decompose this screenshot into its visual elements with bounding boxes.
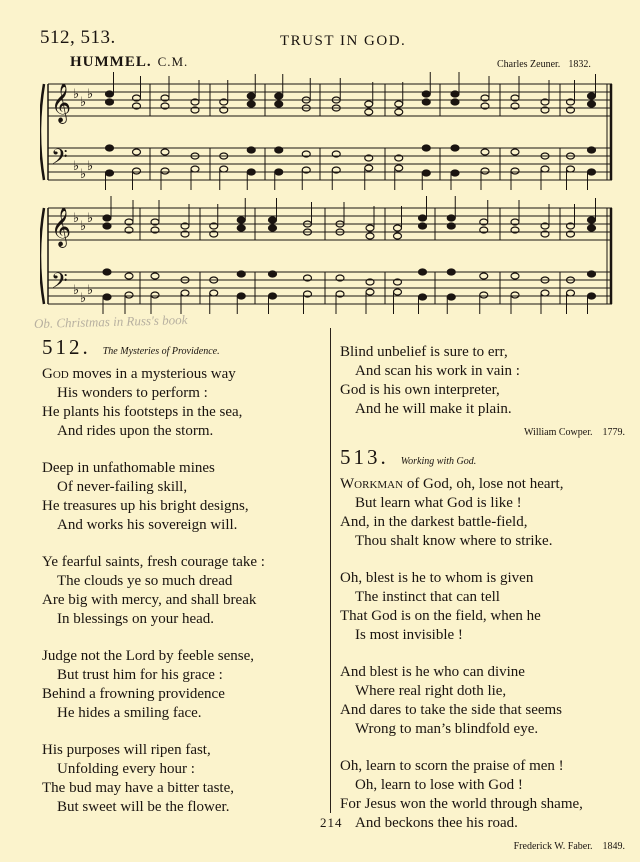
- hymn-512-author-year: 1779.: [602, 427, 625, 438]
- hymn-513-stanzas: [340, 475, 625, 833]
- note-head: [481, 149, 489, 155]
- note-head: [247, 101, 255, 107]
- flat-sign: ♭: [80, 94, 87, 109]
- note-head: [422, 91, 430, 97]
- verse-line: And works his sovereign will.: [57, 517, 238, 533]
- note-head: [419, 215, 427, 221]
- note-head: [567, 290, 575, 296]
- verse-line: And blest is he who can divine: [340, 664, 525, 680]
- flat-sign: ♭: [87, 158, 94, 173]
- verse-line: He treasures up his bright designs,: [42, 498, 249, 514]
- tune-name: HUMMEL.: [70, 54, 152, 70]
- verse-line: God moves in a mysterious way: [42, 366, 236, 382]
- note-head: [210, 290, 218, 296]
- stanza: [42, 459, 265, 535]
- hymn-512-heading: [42, 335, 265, 361]
- note-head: [191, 166, 199, 172]
- note-head: [451, 170, 459, 176]
- note-head: [588, 101, 596, 107]
- music-systems: [40, 72, 612, 314]
- note-head: [103, 294, 111, 300]
- note-head: [269, 217, 277, 223]
- bass-clef: 𝄢: [51, 145, 68, 175]
- bass-clef: 𝄢: [51, 269, 68, 299]
- note-head: [394, 289, 402, 295]
- note-head: [541, 166, 549, 172]
- note-head: [133, 149, 141, 155]
- verse-line: The clouds ye so much dread: [57, 573, 233, 589]
- hymn-512-final-stanza: [340, 343, 625, 419]
- note-head: [394, 225, 402, 231]
- page-number: 214: [320, 815, 343, 830]
- hymn-512-number: 512.: [42, 335, 91, 359]
- note-head: [269, 225, 277, 231]
- treble-clef: 𝄞: [51, 207, 72, 247]
- flat-sign: ♭: [73, 282, 80, 297]
- flat-sign: ♭: [73, 158, 80, 173]
- hymn-513-author-name: Frederick W. Faber.: [513, 841, 593, 852]
- note-head: [447, 215, 455, 221]
- verse-line: And beckons thee his road.: [355, 815, 518, 831]
- note-head: [365, 165, 373, 171]
- note-head: [451, 91, 459, 97]
- note-head: [588, 271, 596, 277]
- note-head: [269, 293, 277, 299]
- note-head: [480, 292, 488, 298]
- verse-line: Where real right doth lie,: [355, 683, 507, 699]
- note-head: [106, 91, 114, 97]
- stanza: [340, 569, 625, 645]
- note-head: [588, 169, 596, 175]
- note-head: [366, 289, 374, 295]
- note-head: [125, 273, 133, 279]
- stanza: [340, 475, 625, 551]
- stanza: [340, 343, 625, 419]
- note-head: [447, 294, 455, 300]
- note-head: [106, 170, 114, 176]
- verse-line: He plants his footsteps in the sea,: [42, 404, 243, 420]
- note-head: [161, 168, 169, 174]
- note-head: [447, 269, 455, 275]
- flat-sign: ♭: [73, 86, 80, 101]
- note-head: [133, 168, 141, 174]
- verse-line: Oh, learn to lose with God !: [355, 777, 523, 793]
- flat-sign: ♭: [87, 86, 94, 101]
- flat-sign: ♭: [80, 290, 87, 305]
- verse-line: His wonders to perform :: [57, 385, 208, 401]
- note-head: [151, 292, 159, 298]
- note-head: [151, 273, 159, 279]
- verse-line: Wrong to man’s blindfold eye.: [355, 721, 539, 737]
- hymn-513-author: [340, 837, 625, 856]
- verse-line: That God is on the field, when he: [340, 608, 541, 624]
- flat-sign: ♭: [87, 282, 94, 297]
- hymn-512-column: [42, 335, 265, 835]
- note-head: [588, 147, 596, 153]
- tune-meter: C.M.: [157, 54, 189, 69]
- note-head: [181, 290, 189, 296]
- brace: [40, 208, 44, 304]
- stanza: [340, 757, 625, 833]
- note-head: [588, 217, 596, 223]
- music-score: [40, 72, 620, 317]
- note-head: [447, 223, 455, 229]
- hymn-512-subtitle: The Mysteries of Providence.: [102, 346, 220, 357]
- note-head: [220, 166, 228, 172]
- verse-line: The instinct that can tell: [355, 589, 500, 605]
- flat-sign: ♭: [73, 210, 80, 225]
- verse-line: His purposes will ripen fast,: [42, 742, 211, 758]
- note-head: [481, 168, 489, 174]
- note-head: [365, 101, 373, 107]
- treble-clef: 𝄞: [51, 83, 72, 123]
- note-head: [451, 145, 459, 151]
- note-head: [275, 169, 283, 175]
- hymn-512-stanzas: [42, 365, 265, 817]
- flat-sign: ♭: [80, 166, 87, 181]
- verse-line: Behind a frowning providence: [42, 686, 225, 702]
- note-head: [275, 147, 283, 153]
- note-head: [422, 145, 430, 151]
- note-head: [511, 292, 519, 298]
- verse-line: And scan his work in vain :: [355, 363, 520, 379]
- hymn-513-number: 513.: [340, 445, 389, 469]
- verse-line: And dares to take the side that seems: [340, 702, 563, 718]
- stanza: [42, 647, 265, 723]
- note-head: [269, 271, 277, 277]
- note-head: [422, 99, 430, 105]
- verse-line: For Jesus won the world through shame,: [340, 796, 583, 812]
- note-head: [237, 271, 245, 277]
- note-head: [275, 93, 283, 99]
- flat-sign: ♭: [87, 210, 94, 225]
- note-head: [366, 225, 374, 231]
- hymn-513-author-year: 1849.: [602, 841, 625, 852]
- pencil-annotation: Ob. Christmas in Russ's book: [33, 311, 188, 332]
- note-head: [511, 273, 519, 279]
- composer-name: Charles Zeuner.: [497, 59, 561, 70]
- composer-credit: [497, 59, 591, 70]
- hymn-numbers: 512, 513.: [40, 27, 116, 48]
- note-head: [237, 293, 245, 299]
- note-head: [541, 290, 549, 296]
- verse-line: The bud may have a bitter taste,: [42, 780, 235, 796]
- hymn-513-heading: [340, 445, 625, 471]
- verse-line: And, in the darkest battle-field,: [340, 514, 528, 530]
- verse-line: But sweet will be the flower.: [57, 799, 230, 815]
- composer-year: 1832.: [568, 59, 591, 70]
- note-head: [588, 225, 596, 231]
- verse-line: Ye fearful saints, fresh courage take :: [42, 554, 265, 570]
- verse-line: Workman of God, oh, lose not heart,: [340, 476, 564, 492]
- tune-heading: [70, 54, 188, 71]
- note-head: [106, 99, 114, 105]
- verse-line: Blind unbelief is sure to err,: [340, 344, 508, 360]
- note-head: [237, 217, 245, 223]
- note-head: [365, 109, 373, 115]
- verse-line: But trust him for his grace :: [57, 667, 223, 683]
- note-head: [103, 269, 111, 275]
- note-head: [422, 170, 430, 176]
- note-head: [275, 101, 283, 107]
- verse-line: Judge not the Lord by feeble sense,: [42, 648, 255, 664]
- verse-line: Oh, learn to scorn the praise of men !: [340, 758, 564, 774]
- verse-line: Unfolding every hour :: [57, 761, 195, 777]
- note-head: [247, 147, 255, 153]
- stanza: [340, 663, 625, 739]
- brace: [40, 84, 44, 180]
- note-head: [237, 225, 245, 231]
- stanza: [42, 365, 265, 441]
- column-divider: [330, 328, 331, 813]
- note-head: [419, 223, 427, 229]
- note-head: [395, 165, 403, 171]
- verse-line: He hides a smiling face.: [57, 705, 202, 721]
- verse-line: And rides upon the storm.: [57, 423, 214, 439]
- verse-line: But learn what God is like !: [355, 495, 522, 511]
- note-head: [588, 93, 596, 99]
- verse-line: Oh, blest is he to whom is given: [340, 570, 534, 586]
- hymn-513-subtitle: Working with God.: [400, 456, 477, 467]
- note-head: [161, 149, 169, 155]
- stanza: [42, 553, 265, 629]
- note-head: [247, 169, 255, 175]
- note-head: [366, 233, 374, 239]
- note-head: [419, 269, 427, 275]
- note-head: [103, 215, 111, 221]
- hymn-512-author-name: William Cowper.: [524, 427, 593, 438]
- note-head: [247, 93, 255, 99]
- note-head: [395, 109, 403, 115]
- verse-line: Thou shalt know where to strike.: [355, 533, 553, 549]
- note-head: [511, 149, 519, 155]
- stanza: [42, 741, 265, 817]
- verse-line: Is most invisible !: [355, 627, 463, 643]
- note-head: [394, 233, 402, 239]
- verse-line: God is his own interpreter,: [340, 382, 500, 398]
- verse-line: Are big with mercy, and shall break: [42, 592, 257, 608]
- verse-line: In blessings on your head.: [57, 611, 215, 627]
- verse-line: Deep in unfathomable mines: [42, 460, 215, 476]
- hymn-512-continued: [340, 343, 625, 856]
- verse-line: And he will make it plain.: [355, 401, 512, 417]
- note-head: [106, 145, 114, 151]
- note-head: [395, 101, 403, 107]
- note-head: [567, 166, 575, 172]
- note-head: [451, 99, 459, 105]
- section-title: TRUST IN GOD.: [280, 33, 407, 49]
- note-head: [480, 273, 488, 279]
- hymn-512-author: [340, 423, 625, 442]
- note-head: [588, 293, 596, 299]
- note-head: [419, 294, 427, 300]
- note-head: [103, 223, 111, 229]
- note-head: [511, 168, 519, 174]
- note-head: [125, 292, 133, 298]
- flat-sign: ♭: [80, 218, 87, 233]
- verse-line: Of never-failing skill,: [57, 479, 188, 495]
